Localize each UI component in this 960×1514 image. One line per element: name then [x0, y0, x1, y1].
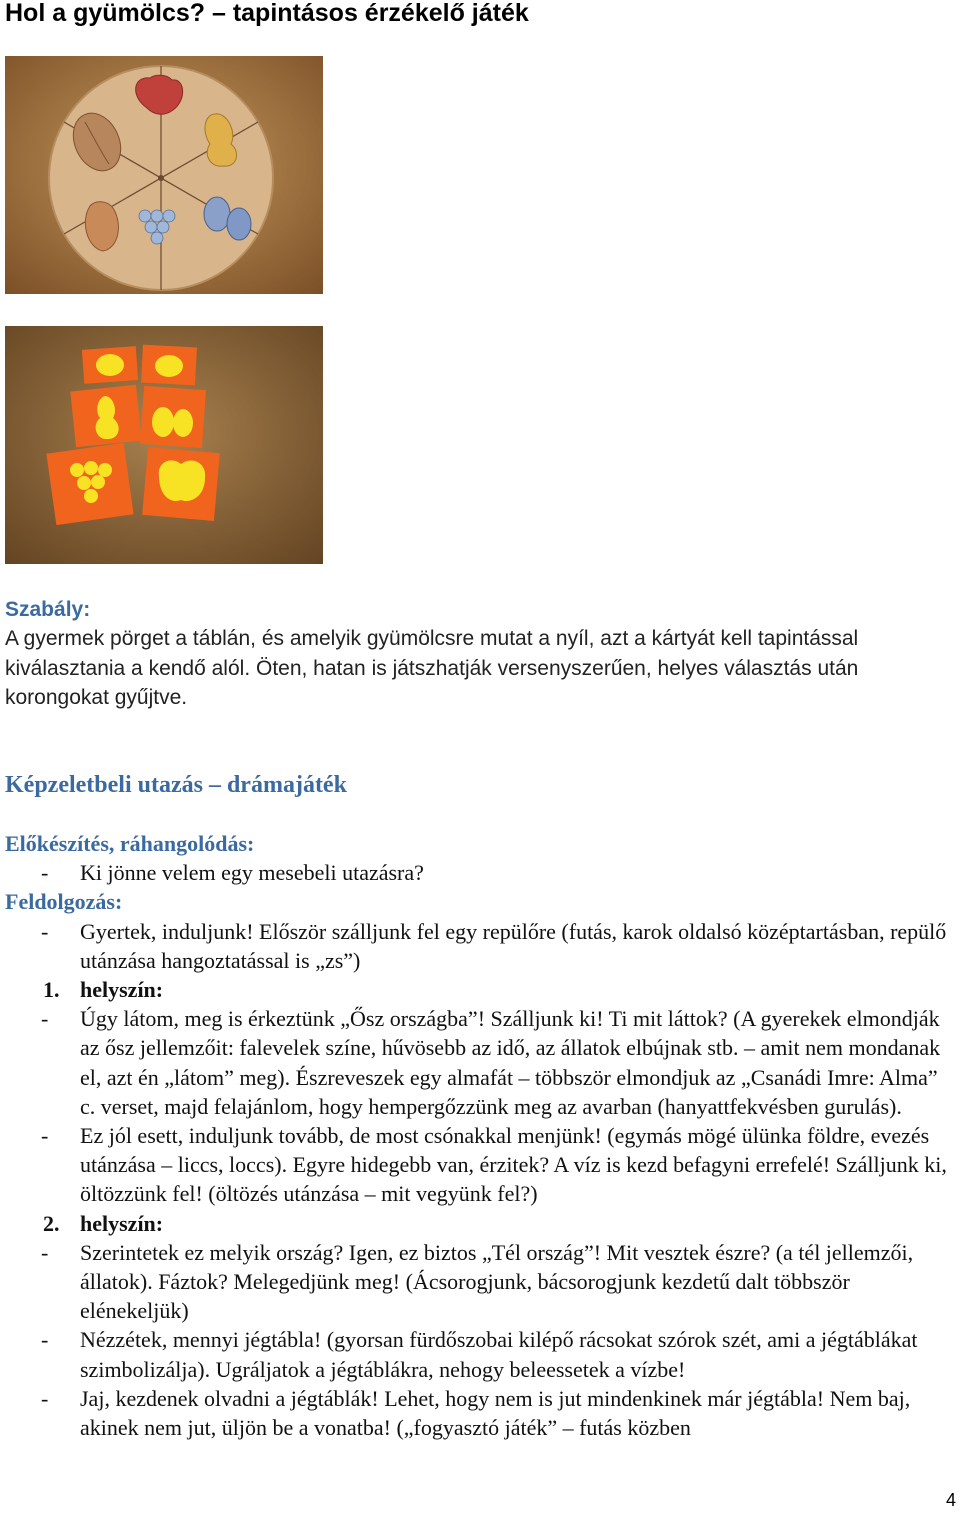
location-label: helyszín:	[80, 977, 164, 1003]
list-item	[5, 1238, 958, 1326]
list-item-text: Úgy látom, meg is érkeztünk „Ősz országba”! Szálljunk ki! Ti mit láttok? (A gyerekek elmondják az ősz jellemzőit: falevelek színe, hűvösebb az idő, az állatok elbújnak stb. – amit nem mondanak el, azt én „látom” meg). Észreveszek egy almafát – többször elmondjuk az „Csanádi Imre: Alma” c. verset, majd felajánlom, hogy hempergőzzünk meg az avarban (hanyattfekvésben gurulás).	[80, 1006, 941, 1119]
fruit-wheel-photo	[5, 56, 323, 294]
list-dash: -	[41, 1123, 49, 1149]
list-item	[5, 1004, 958, 1121]
location-number: 1.	[43, 977, 60, 1003]
list-item	[5, 858, 958, 887]
list-dash: -	[41, 1239, 49, 1265]
list-item	[5, 1121, 958, 1209]
page-number: 4	[946, 1490, 957, 1510]
list-item-text: Ez jól esett, induljunk tovább, de most csónakkal menjünk! (egymás mögé ülünka földre, evezés utánzása – liccs, loccs). Egyre hidegebb van, érzitek? A víz is kezd befagyni errefelé! Szálljunk ki, öltözzünk fel! (öltözés utánzása – mit vegyünk fel?)	[80, 1123, 947, 1207]
list-dash: -	[41, 1327, 49, 1353]
list-dash: -	[41, 1385, 49, 1411]
rules-heading: Szabály:	[5, 598, 91, 621]
process-heading: Feldolgozás:	[5, 889, 123, 915]
list-item	[5, 917, 958, 975]
location-heading	[5, 975, 958, 1004]
list-item-text: Ki jönne velem egy mesebeli utazásra?	[80, 860, 424, 886]
rules-text: A gyermek pörget a táblán, és amelyik gyümölcsre mutat a nyíl, azt a kártyát kell tapintással kiválasztania a kendő alól. Öten, hatan is játszhatják versenyszerűen, helyes választás után korongokat gyűjtve.	[5, 627, 859, 709]
list-dash: -	[41, 860, 49, 886]
drama-title: Képzeletbeli utazás – drámajáték	[5, 772, 347, 798]
page-title: Hol a gyümölcs? – tapintásos érzékelő játék	[5, 0, 529, 27]
list-item	[5, 1325, 958, 1383]
list-item	[5, 1384, 958, 1442]
list-item-text: Nézzétek, mennyi jégtábla! (gyorsan fürdőszobai kilépő rácsokat szórok szét, ami a jégtáblákat szimbolizálja). Ugráljatok a jégtáblákra, nehogy beleessetek a vízbe!	[80, 1327, 918, 1382]
drama-section	[5, 829, 958, 1442]
fruit-cards-photo	[5, 326, 323, 564]
location-label: helyszín:	[80, 1210, 164, 1236]
location-number: 2.	[43, 1210, 60, 1236]
prep-heading: Előkészítés, ráhangolódás:	[5, 831, 255, 856]
list-item-text: Jaj, kezdenek olvadni a jégtáblák! Lehet, hogy nem is jut mindenkinek már jégtábla! Nem baj, akinek nem jut, üljön be a vonatba! („fogyasztó játék” – futás közben	[80, 1385, 911, 1441]
list-item-text: Gyertek, induljunk! Először szálljunk fel egy repülőre (futás, karok oldalsó középtartásban, repülő utánzása hangoztatással is „zs”)	[80, 918, 947, 973]
list-dash: -	[41, 918, 49, 944]
list-dash: -	[41, 1006, 49, 1032]
location-heading	[5, 1209, 958, 1238]
list-item-text: Szerintetek ez melyik ország? Igen, ez biztos „Tél ország”! Mit vesztek észre? (a tél jellemzői, állatok). Fáztok? Melegedjünk meg! (Ácsorogjunk, bácsorogjunk kezdetű dalt többször elénekeljük)	[80, 1239, 914, 1324]
